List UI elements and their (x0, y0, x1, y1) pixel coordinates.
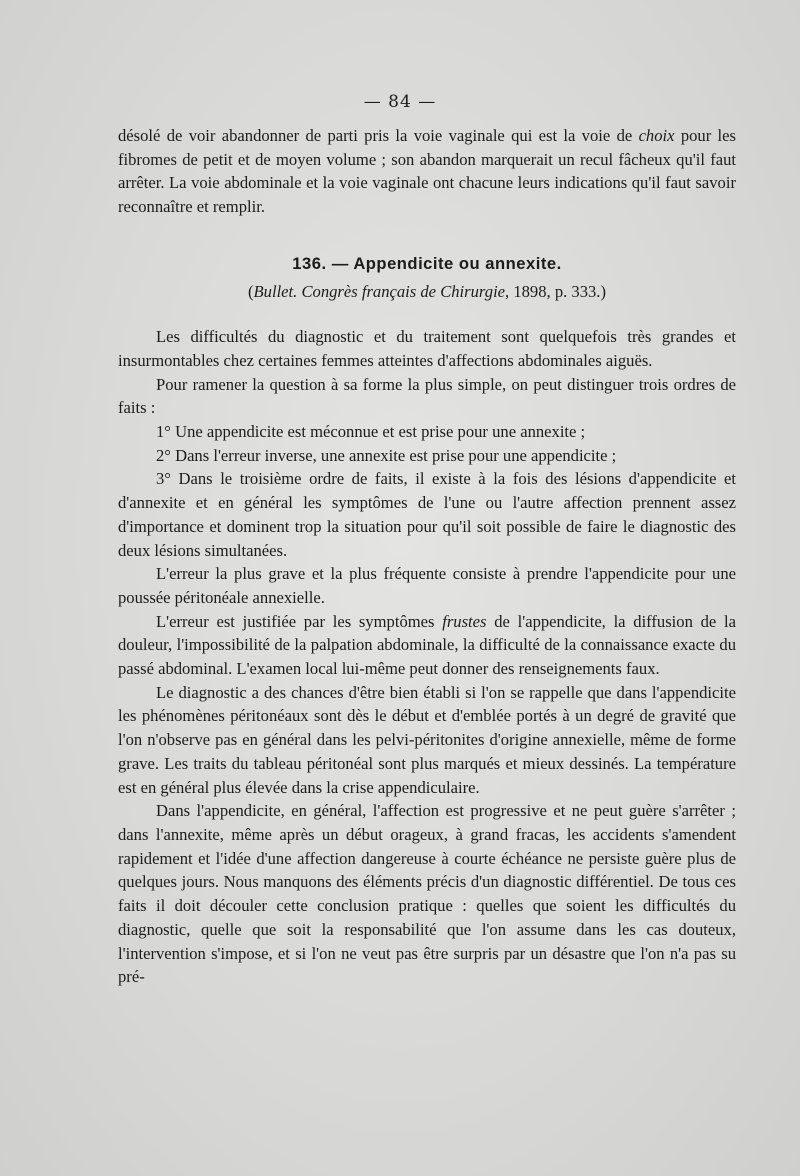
intro-paragraph (118, 124, 736, 219)
section-title (118, 252, 736, 276)
page-number: — 84 — (363, 92, 437, 112)
intro-italic: choix (638, 126, 675, 145)
intro-text-2: pour les fibromes de petit et de moyen volume ; son abandon marquerait un recul fâcheux qu'il faut arrêter. La voie abdominale et la voie vaginale ont chacune leurs indications qu'il faut savoir reconnaître et remplir. (118, 126, 736, 217)
paragraph-4-text-1: L'erreur est justifiée par les symptômes (156, 611, 443, 631)
page-body (118, 124, 736, 989)
citation-open: ( (248, 281, 254, 301)
list-item-3: 3° Dans le troisième ordre de faits, il existe à la fois des lésions d'appendicite et d'annexite et en général les symptômes de l'une ou l'autre affection prennent assez d'importance et dominent trop la situation pour qu'il soit possible de faire le diagnostic des deux lésions simultanées. (118, 469, 736, 560)
list-item-1: 1° Une appendicite est méconnue et est prise pour une annexite ; (156, 422, 586, 442)
paragraph-4 (118, 610, 736, 681)
paragraph-2: Pour ramener la question à sa forme la plus simple, on peut distinguer trois ordres de faits : (118, 374, 736, 418)
paragraph-6: Dans l'appendicite, en général, l'affection est progressive et ne peut guère s'arrêter ; dans l'annexite, même après un début orageux, à grand fracas, les accidents s'amendent rapidement et l'idée d'une affection dangereuse à courte échéance ne persiste guère plus de quelques jours. Nous manquons des éléments précis d'un diagnostic différentiel. De tous ces faits il doit découler cette conclusion pratique : quelles que soient les difficultés du diagnostic, quelle que soit la responsabilité que l'on assume dans les cas douteux, l'intervention s'impose, et si l'on ne veut pas être surpris par un désastre que l'on n'a pas su pré- (118, 801, 736, 987)
paragraph-5: Le diagnostic a des chances d'être bien établi si l'on se rappelle que dans l'appendicite les phénomènes péritonéaux sont dès le début et d'emblée portés à un degré de gravité que l'on n'observe pas en général dans les pelvi-péritonites d'origine annexielle, même de forme grave. Les traits du tableau péritonéal sont plus marqués et mieux dessinés. La température est en général plus élevée dans la crise appendiculaire. (118, 682, 736, 797)
citation (118, 280, 736, 304)
paragraph-4-text-2: de l'appendicite, la diffusion de la douleur, l'impossibilité de la palpation abdominale, la difficulté de la connaissance exacte du passé abdominal. L'examen local lui-même peut donner des renseignements faux. (118, 611, 736, 679)
section-number: 136. (292, 253, 327, 273)
list-item-2: 2° Dans l'erreur inverse, une annexite est prise pour une appendicite ; (156, 445, 617, 465)
paragraph-1: Les difficultés du diagnostic et du traitement sont quelquefois très grandes et insurmontables chez certaines femmes atteintes d'affections abdominales aiguës. (118, 327, 736, 370)
section-heading: Appendicite ou annexite. (353, 253, 562, 273)
section-dash: — (331, 253, 349, 273)
citation-source: Bullet. Congrès français de Chirurgie, (253, 281, 510, 301)
paragraph-4-italic: frustes (442, 611, 487, 631)
intro-text-1: désolé de voir abandonner de parti pris la voie vaginale qui est la voie de (118, 126, 639, 145)
paragraph-3: L'erreur la plus grave et la plus fréquente consiste à prendre l'appendicite pour une poussée péritonéale annexielle. (118, 564, 736, 607)
citation-details: 1898, p. 333.) (509, 281, 606, 301)
